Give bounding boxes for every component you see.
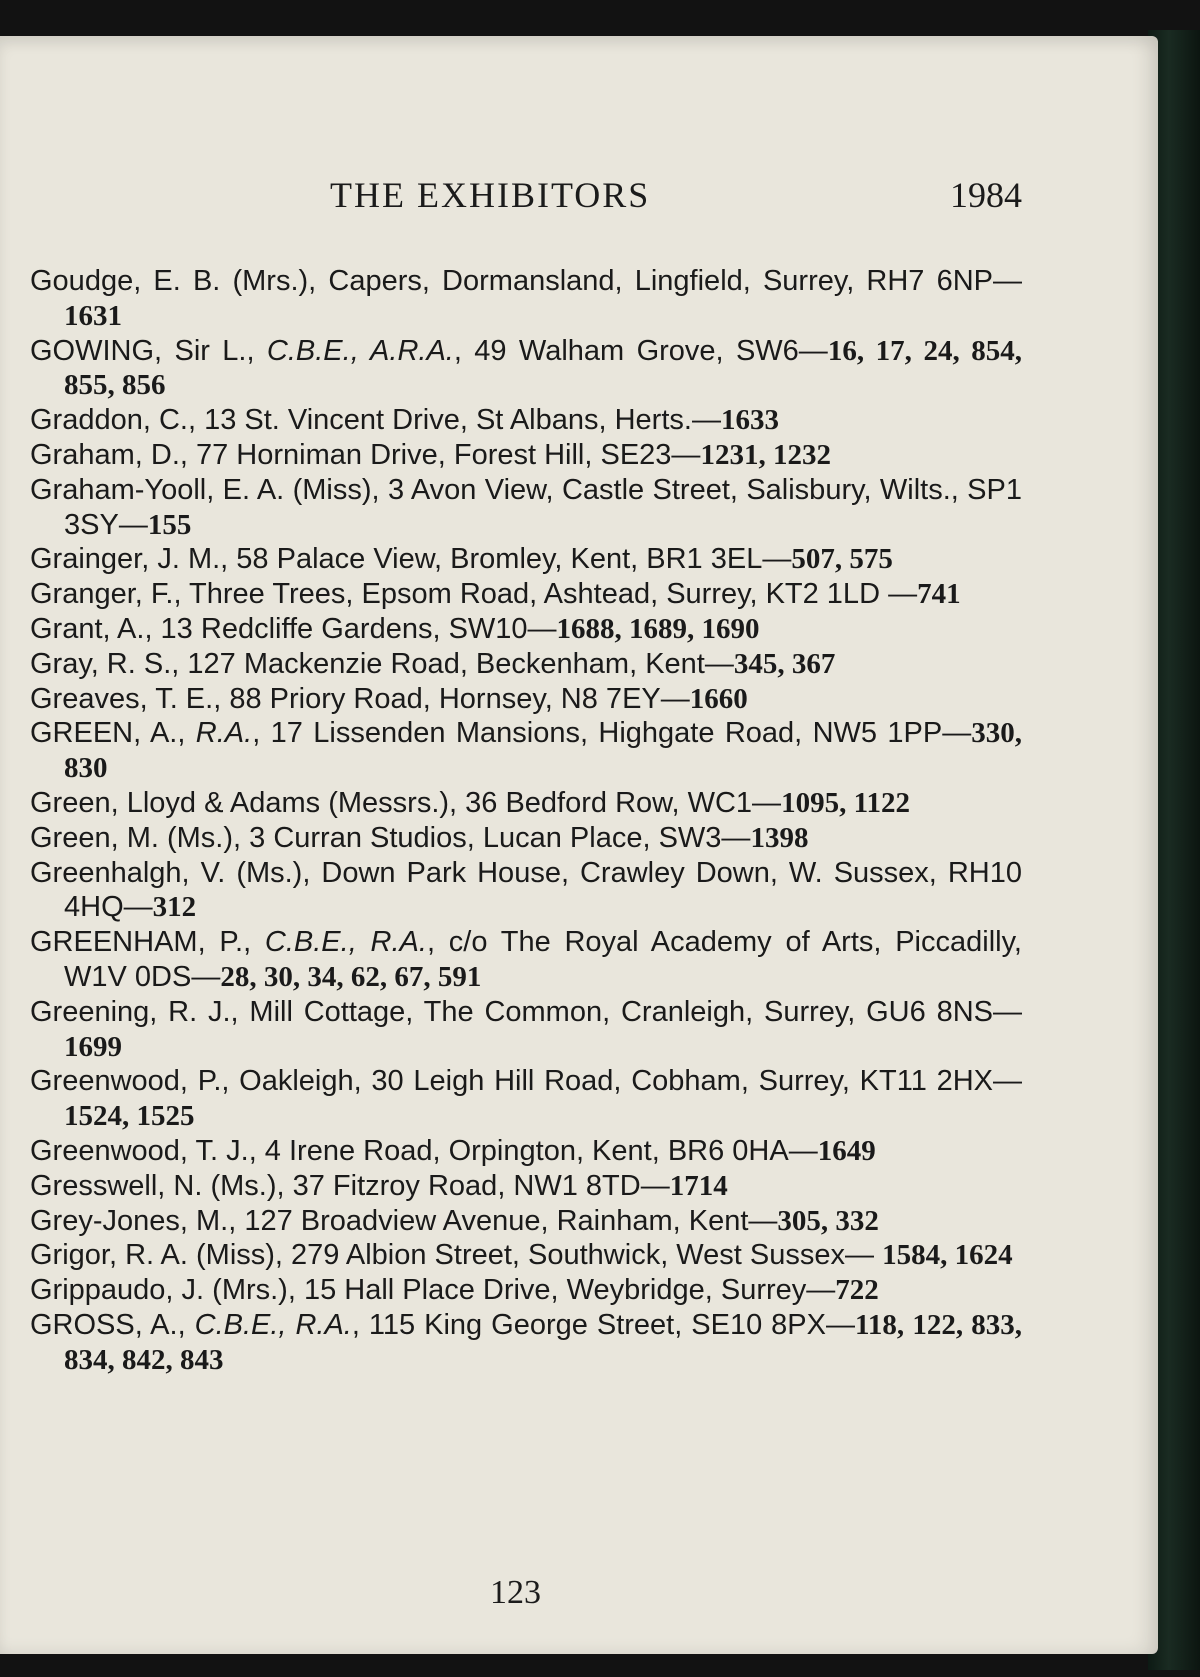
entry-text: Green, Lloyd & Adams (Messrs.), 36 Bedford Row, WC1— xyxy=(30,786,782,819)
catalogue-numbers: 1398 xyxy=(750,821,809,854)
exhibitor-entry xyxy=(30,403,1022,438)
catalogue-numbers: 722 xyxy=(835,1274,879,1307)
catalogue-numbers: 330, 830 xyxy=(64,717,1022,785)
catalogue-numbers: 1633 xyxy=(720,404,779,437)
exhibitor-entry xyxy=(30,1238,1022,1273)
entry-text: Greenwood, T. J., 4 Irene Road, Orpington, Kent, BR6 0HA— xyxy=(30,1134,818,1167)
entry-text: GREENHAM, P., xyxy=(30,926,265,959)
catalogue-numbers: 1699 xyxy=(64,1030,122,1063)
exhibitor-entry xyxy=(30,995,1022,1065)
entry-text: Gray, R. S., 127 Mackenzie Road, Beckenham, Kent— xyxy=(30,647,734,680)
exhibitor-entry xyxy=(30,647,1022,682)
exhibitor-entry xyxy=(30,612,1022,647)
entry-text: Greenhalgh, V. (Ms.), Down Park House, Crawley Down, W. Sussex, RH10 4HQ— xyxy=(30,856,1022,924)
entry-text: Graham-Yooll, E. A. (Miss), 3 Avon View, Castle Street, Salisbury, Wilts., SP1 3SY— xyxy=(30,473,1022,541)
entry-text: GROSS, A., xyxy=(30,1308,195,1341)
exhibitor-entry xyxy=(30,542,1022,577)
catalogue-numbers: 1688, 1689, 1690 xyxy=(556,612,760,645)
catalogue-numbers: 305, 332 xyxy=(777,1204,879,1237)
entry-text: , 115 King George Street, SE10 8PX— xyxy=(351,1308,855,1341)
entry-text: GOWING, Sir L., xyxy=(30,334,267,367)
catalogue-numbers: 1231, 1232 xyxy=(700,438,831,471)
exhibitor-entry xyxy=(30,577,1022,612)
exhibitor-entry xyxy=(30,925,1022,995)
catalogue-numbers: 741 xyxy=(917,578,961,611)
entry-text: Gresswell, N. (Ms.), 37 Fitzroy Road, NW1 8TD— xyxy=(30,1169,670,1202)
entry-text: Granger, F., Three Trees, Epsom Road, Ashtead, Surrey, KT2 1LD — xyxy=(30,578,918,611)
catalogue-numbers: 118, 122, 833, 834, 842, 843 xyxy=(64,1308,1022,1376)
catalogue-numbers: 1584, 1624 xyxy=(882,1239,1013,1272)
page-title: THE EXHIBITORS xyxy=(330,175,651,215)
exhibitor-entry xyxy=(30,1064,1022,1134)
entry-text: Greenwood, P., Oakleigh, 30 Leigh Hill Road, Cobham, Surrey, KT11 2HX— xyxy=(30,1065,1022,1098)
catalogue-numbers: 345, 367 xyxy=(733,647,836,680)
entry-text: Grigor, R. A. (Miss), 279 Albion Street, Southwick, West Sussex— xyxy=(30,1239,883,1272)
page-year: 1984 xyxy=(950,175,1022,215)
honours: C.B.E., R.A. xyxy=(194,1308,352,1341)
exhibitor-entry xyxy=(30,334,1022,404)
entry-text: Greaves, T. E., 88 Priory Road, Hornsey, N8 7EY— xyxy=(30,682,690,715)
catalogue-numbers: 312 xyxy=(152,891,197,924)
exhibitor-entry xyxy=(30,856,1022,926)
catalogue-numbers: 16, 17, 24, 854, 855, 856 xyxy=(64,334,1022,402)
exhibitor-entry xyxy=(30,1169,1022,1204)
exhibitor-entry xyxy=(30,1308,1022,1378)
exhibitor-entry xyxy=(30,821,1022,856)
honours: C.B.E., A.R.A. xyxy=(266,334,454,367)
catalogue-numbers: 1660 xyxy=(689,682,748,715)
exhibitor-entry xyxy=(30,716,1022,786)
catalogue-numbers: 1714 xyxy=(669,1169,728,1202)
catalogue-numbers: 155 xyxy=(147,508,192,541)
entry-text: GREEN, A., xyxy=(30,717,196,750)
entry-text: Graham, D., 77 Horniman Drive, Forest Hill, SE23— xyxy=(30,438,701,471)
entry-text: Grippaudo, J. (Mrs.), 15 Hall Place Drive, Weybridge, Surrey— xyxy=(30,1274,836,1307)
entry-text: , 17 Lissenden Mansions, Highgate Road, NW5 1PP— xyxy=(252,717,972,750)
catalogue-numbers: 1095, 1122 xyxy=(781,786,910,819)
entry-text: , c/o The Royal Academy of Arts, Piccadilly, W1V 0DS— xyxy=(64,926,1022,993)
entry-text: Grainger, J. M., 58 Palace View, Bromley, Kent, BR1 3EL— xyxy=(30,543,792,576)
honours: C.B.E., R.A. xyxy=(264,926,427,959)
entry-text: Grant, A., 13 Redcliffe Gardens, SW10— xyxy=(30,612,557,645)
exhibitor-list xyxy=(30,264,1022,1378)
catalogue-numbers: 28, 30, 34, 62, 67, 591 xyxy=(220,960,482,993)
exhibitor-entry xyxy=(30,682,1022,717)
exhibitor-entry xyxy=(30,1273,1022,1308)
entry-text: Graddon, C., 13 St. Vincent Drive, St Albans, Herts.— xyxy=(30,404,721,437)
exhibitor-entry xyxy=(30,786,1022,821)
honours: R.A. xyxy=(195,717,253,750)
entry-text: Green, M. (Ms.), 3 Curran Studios, Lucan Place, SW3— xyxy=(30,821,751,854)
running-head xyxy=(30,174,1020,224)
entry-text: , 49 Walham Grove, SW6— xyxy=(453,334,828,367)
page-number: 123 xyxy=(490,1574,541,1611)
catalogue-numbers: 507, 575 xyxy=(791,543,893,576)
exhibitor-entry xyxy=(30,438,1022,473)
entry-text: Grey-Jones, M., 127 Broadview Avenue, Rainham, Kent— xyxy=(30,1204,778,1237)
exhibitor-entry xyxy=(30,1134,1022,1169)
catalogue-numbers: 1524, 1525 xyxy=(64,1100,195,1133)
exhibitor-entry xyxy=(30,473,1022,543)
catalogue-numbers: 1631 xyxy=(64,299,122,332)
exhibitor-entry xyxy=(30,1204,1022,1239)
book-page xyxy=(0,36,1158,1654)
exhibitor-entry xyxy=(30,264,1022,334)
entry-text: Greening, R. J., Mill Cottage, The Common, Cranleigh, Surrey, GU6 8NS— xyxy=(30,995,1022,1028)
catalogue-numbers: 1649 xyxy=(817,1134,876,1167)
entry-text: Goudge, E. B. (Mrs.), Capers, Dormansland, Lingfield, Surrey, RH7 6NP— xyxy=(30,265,1022,297)
